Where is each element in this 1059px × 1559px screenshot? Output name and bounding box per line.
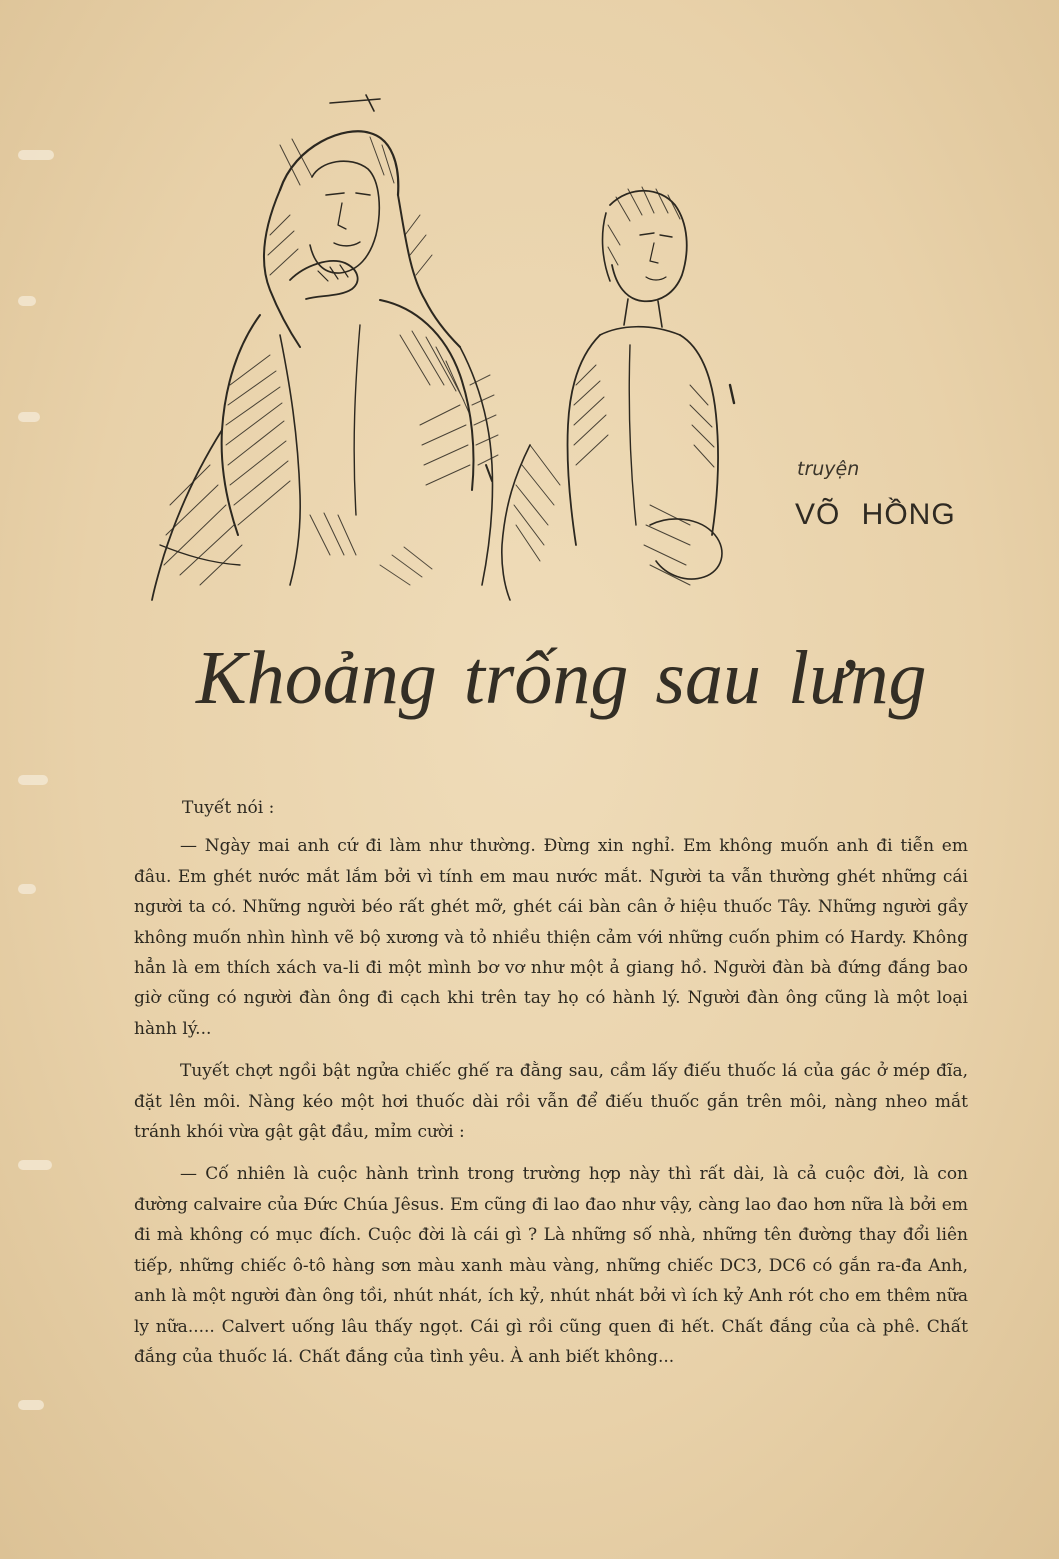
story-title: Khoảng trống sau lưng (196, 636, 927, 720)
paragraph: Tuyết chợt ngồi bật ngửa chiếc ghế ra đằng sau, cầm lấy điếu thuốc lá của gác ở mép đĩa, đặt lên môi. Nàng kéo một hơi thuốc dài rồi vẫn để điếu thuốc gắn trên môi, nàng nheo mắt tránh khói vừa gật gật đầu, mỉm cười : (134, 1061, 968, 1143)
binding-mark (18, 884, 36, 894)
paragraph: — Ngày mai anh cứ đi làm như thường. Đừng xin nghỉ. Em không muốn anh đi tiễn em đâu. Em ghét nước mắt lắm bởi vì tính em mau nước mắt. Người ta vẫn thường ghét những cái người ta có. Những người béo rất ghét mỡ, ghét cái bàn cân ở hiệu thuốc Tây. Những người gầy không muốn nhìn hình vẽ bộ xương và tỏ nhiều thiện cảm với những cuốn phim có Hardy. Không hẳn là em thích xách va-li đi một mình bơ vơ như một ả giang hồ. Người đàn bà đứng đắng bao giờ cũng có người đàn ông đi cạch khi trên tay họ có hành lý. Người đàn ông cũng là một loại hành lý... (134, 836, 968, 1039)
binding-mark (18, 1400, 44, 1410)
story-body (134, 793, 968, 1372)
byline-kind: truyện (797, 458, 860, 480)
byline (795, 458, 1015, 532)
binding-mark (18, 412, 40, 422)
paragraph: Tuyết nói : (182, 798, 275, 818)
sketch-illustration-icon (130, 85, 750, 610)
byline-author: VÕ HỒNG (795, 498, 956, 531)
binding-mark (18, 296, 36, 306)
binding-mark (18, 150, 54, 160)
binding-mark (18, 775, 48, 785)
binding-mark (18, 1160, 52, 1170)
paragraph: — Cố nhiên là cuộc hành trình trong trường hợp này thì rất dài, là cả cuộc đời, là con đường calvaire của Đức Chúa Jêsus. Em cũng đi lao đao như vậy, càng lao đao hơn nữa là bởi em đi mà không có mục đích. Cuộc đời là cái gì ? Là những số nhà, những tên đường thay đổi liên tiếp, những chiếc ô-tô hàng sơn màu xanh màu vàng, những chiếc DC3, DC6 có gắn ra-đa Anh, anh là một người đàn ông tồi, nhút nhát, ích kỷ, nhút nhát bởi vì ích kỷ Anh rót cho em thêm nữa ly nữa..... Calvert uống lâu thấy ngọt. Cái gì rồi cũng quen đi hết. Chất đắng của cà phê. Chất đắng của thuốc lá. Chất đắng của tình yêu. À anh biết không... (134, 1164, 968, 1367)
